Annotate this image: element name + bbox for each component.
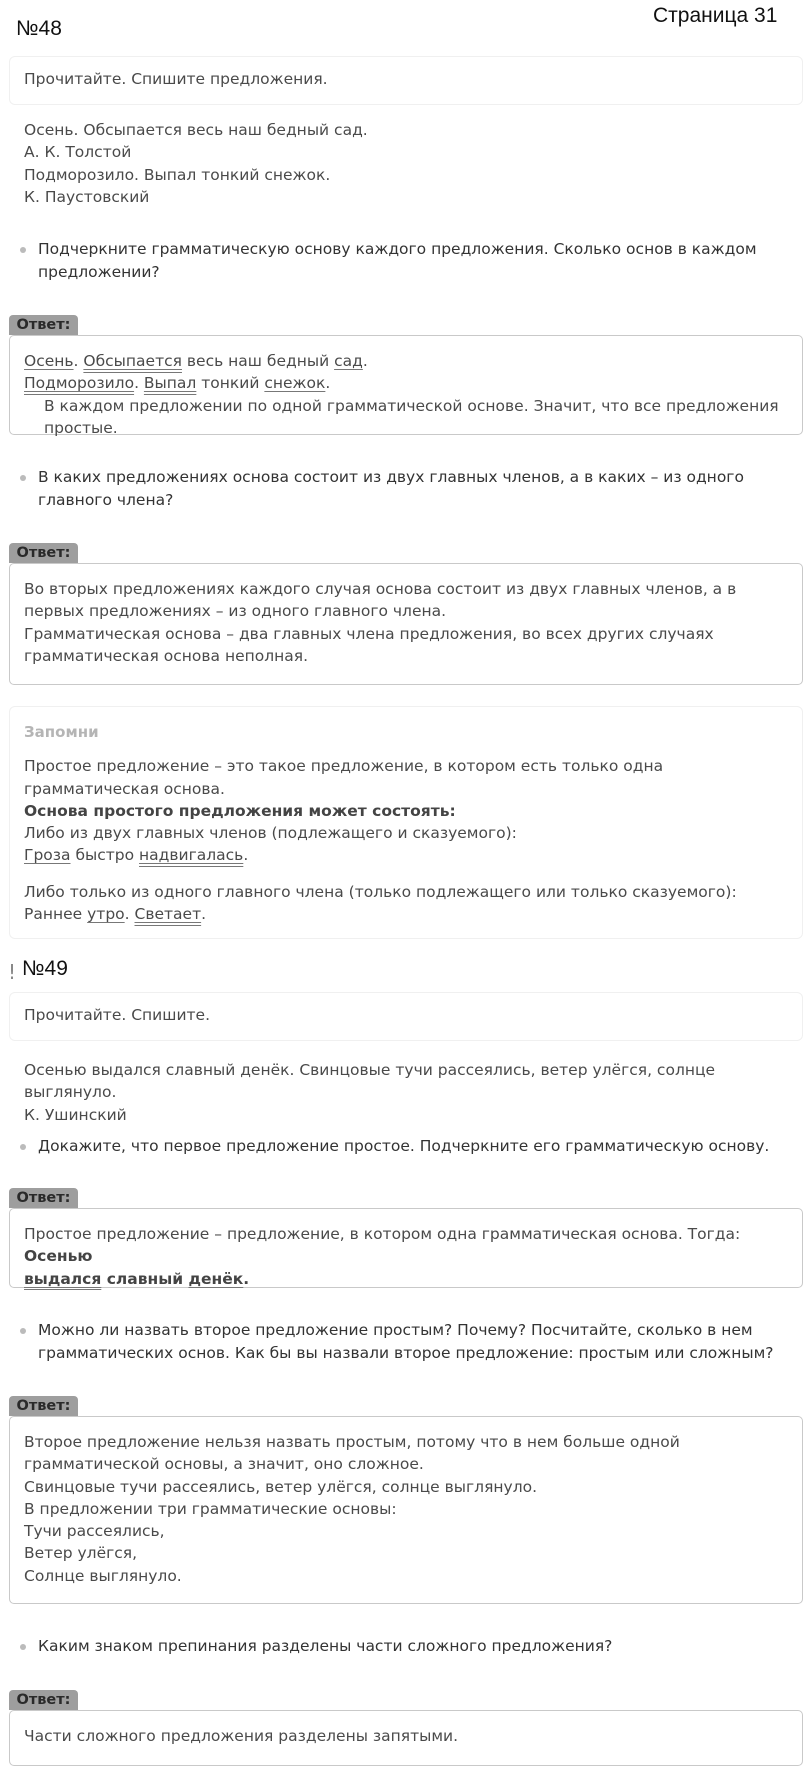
predicate-word: Светает: [134, 905, 202, 924]
answer-line: Грамматическая основа – два главных члена предложения, во всех других случаях грамматическая основа неполная.: [24, 624, 714, 665]
text-line: Осень. Обсыпается весь наш бедный сад.: [24, 121, 368, 139]
question-49-3: Каким знаком препинания разделены части сложного предложения?: [20, 1635, 790, 1658]
answer-line: Во вторых предложениях каждого случая основа состоит из двух главных членов, а в первых предложениях – из одного главного члена.: [24, 580, 737, 621]
text-line: А. К. Толстой: [24, 143, 132, 162]
predicate-word: Подморозило: [24, 374, 135, 393]
answer-label: Ответ:: [9, 1188, 78, 1208]
task-49-text: Прочитайте. Спишите.: [24, 1006, 211, 1024]
subject-word: снежок: [264, 374, 326, 393]
subject-word: Гроза: [24, 846, 71, 865]
plain-text: тонкий: [196, 374, 265, 393]
page-header: [0, 0, 811, 50]
answer-line: В предложении три грамматические основы:: [24, 1499, 397, 1518]
answer-line: Солнце выглянуло.: [24, 1566, 182, 1585]
predicate-word: Обсыпается: [83, 352, 182, 370]
question-49-1: Докажите, что первое предложение простое. Подчеркните его грамматическую основу.: [20, 1135, 790, 1158]
exercise-number-49: №49: [22, 957, 68, 980]
subject-word: Осень: [24, 352, 74, 370]
predicate-word: Выпал: [143, 374, 197, 393]
plain-text: Простое предложение – предложение, в котором одна грамматическая основа. Тогда:: [24, 1225, 741, 1243]
predicate-word: надвигалась: [139, 846, 244, 865]
plain-text: славный: [101, 1269, 189, 1288]
question-48-1: Подчеркните грамматическую основу каждого предложения. Сколько основ в каждом предложении?: [20, 238, 790, 284]
example-line: Гроза быстро надвигалась.: [24, 846, 249, 865]
text-line: Подморозило. Выпал тонкий снежок.: [24, 165, 331, 184]
answer-box-49-2: [9, 1416, 803, 1604]
text-line: К. Паустовский: [24, 187, 150, 206]
exercise-number-48: №48: [16, 17, 62, 40]
answer-line: Осень. Обсыпается весь наш бедный сад.: [24, 352, 368, 370]
text-line: Осенью выдался славный денёк. Свинцовые тучи рассеялись, ветер улёгся, солнце выглянуло.: [24, 1061, 716, 1102]
task-49: [9, 992, 803, 1041]
answer-box-49-3: [9, 1710, 803, 1766]
answer-line: В каждом предложении по одной грамматической основе. Значит, что все предложения простые.: [44, 396, 779, 437]
adverb-word: Осенью: [24, 1247, 93, 1266]
answer-line: Второе предложение нельзя назвать простым, потому что в нем больше одной грамматической основы, а значит, оно сложное.: [24, 1433, 680, 1474]
answer-label: Ответ:: [9, 315, 78, 335]
plain-text: Раннее: [24, 905, 88, 924]
marker-icon: !: [8, 960, 17, 984]
question-49-2: Можно ли назвать второе предложение простым? Почему? Посчитайте, сколько в нем грамматических основ. Как бы вы назвали второе предложение: простым или сложным?: [20, 1319, 790, 1365]
subject-word: утро: [87, 905, 125, 924]
answer-line: Ветер улёгся,: [24, 1544, 138, 1563]
rule-bold: Основа простого предложения может состоять:: [24, 801, 456, 820]
rule-text: Простое предложение – это такое предложение, в котором есть только одна грамматическая основа.: [24, 757, 664, 798]
task-48-text: Прочитайте. Спишите предложения.: [24, 70, 328, 88]
rule-text: Либо из двух главных членов (подлежащего и сказуемого):: [24, 824, 517, 843]
answer-line: Части сложного предложения разделены запятыми.: [24, 1727, 459, 1745]
answer-label: Ответ:: [9, 1396, 78, 1416]
answer-label: Ответ:: [9, 1690, 78, 1710]
source-text-48: [24, 119, 794, 208]
answer-line: Тучи рассеялись,: [24, 1522, 165, 1541]
plain-text: весь наш бедный: [181, 352, 335, 370]
answer-line: Свинцовые тучи рассеялись, ветер улёгся, солнце выглянуло.: [24, 1477, 538, 1496]
plain-text: быстро: [70, 846, 140, 865]
answer-box-48-1: [9, 335, 803, 435]
subject-word: сад: [334, 352, 363, 370]
answer-box-49-1: Простое предложение – предложение, в котором одна грамматическая основа. Тогда: Осенью выдался славный денёк.: [9, 1208, 803, 1288]
subject-word: денёк: [188, 1269, 244, 1288]
page-label: Страница 31: [653, 4, 778, 27]
rule-text: Либо только из одного главного члена (только подлежащего или только сказуемого):: [24, 882, 737, 901]
answer-label: Ответ:: [9, 543, 78, 563]
question-48-2: В каких предложениях основа состоит из двух главных членов, а в каких – из одного главного члена?: [20, 466, 790, 512]
source-text-49: [24, 1059, 794, 1126]
example-line: Раннее утро. Светает.: [24, 905, 207, 924]
predicate-word: выдался: [24, 1269, 102, 1288]
remember-box: [9, 706, 803, 939]
answer-box-48-2: [9, 563, 803, 685]
remember-title: Запомни: [24, 723, 99, 741]
answer-line: Подморозило. Выпал тонкий снежок.: [24, 374, 331, 393]
text-line: К. Ушинский: [24, 1105, 127, 1124]
task-48: [9, 56, 803, 105]
